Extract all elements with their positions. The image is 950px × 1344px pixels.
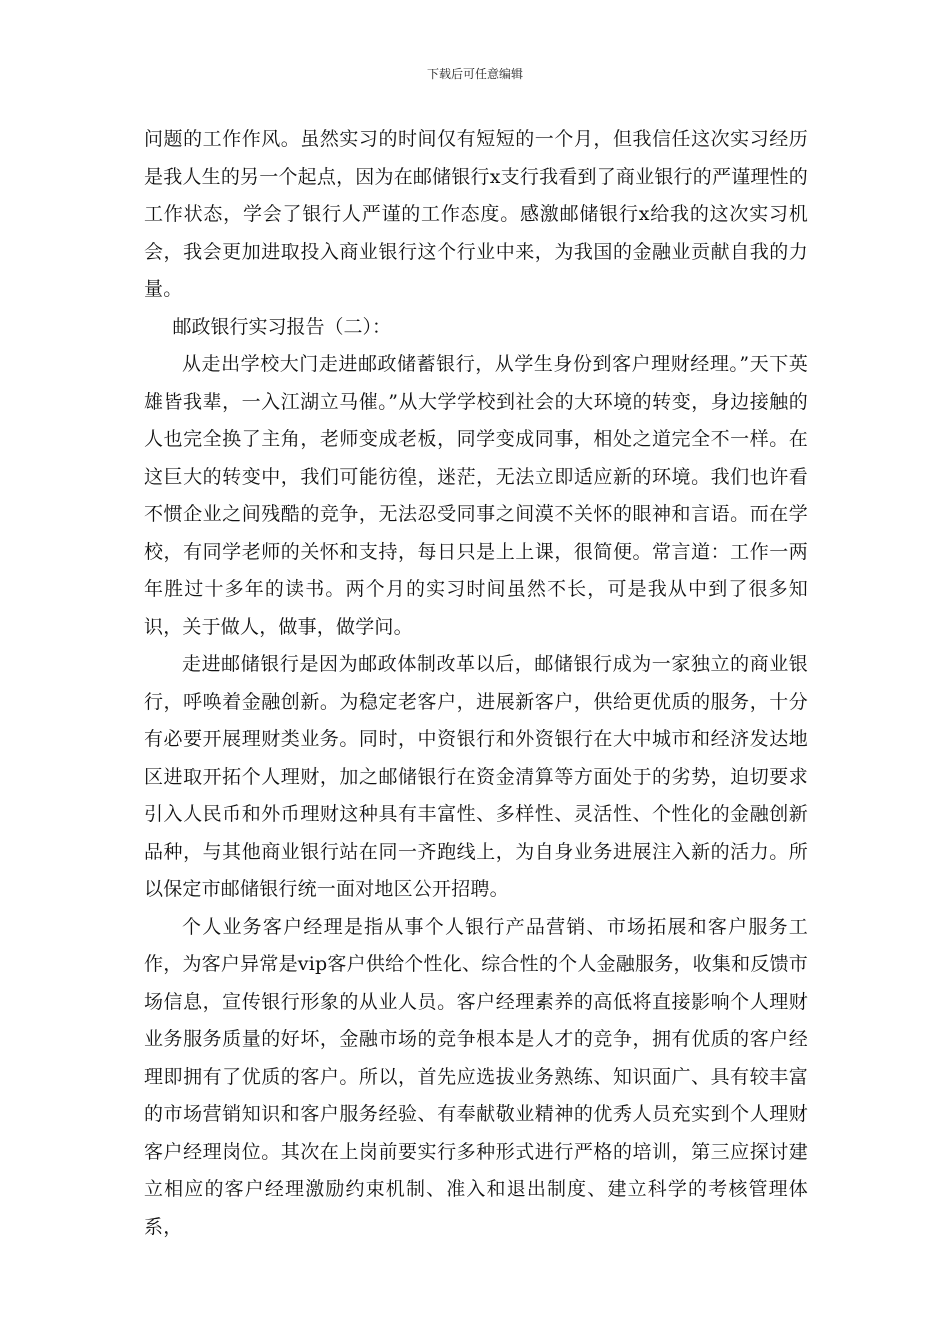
document-body — [144, 121, 808, 1246]
paragraph-3: 走进邮储银行是因为邮政体制改革以后，邮储银行成为一家独立的商业银行，呼唤着金融创新。为稳定老客户，进展新客户，供给更优质的服务，十分有必要开展理财类业务。同时，中资银行和外资银行在大中城市和经济发达地区进取开拓个人理财，加之邮储银行在资金清算等方面处于的劣势，迫切要求引入人民币和外币理财这种具有丰富性、多样性、灵活性、个性化的金融创新品种，与其他商业银行站在同一齐跑线上，为自身业务进展注入新的活力。所以保定市邮储银行统一面对地区公开招聘。 — [144, 653, 808, 900]
page-header: 下载后可任意编辑 — [426, 67, 523, 81]
section-heading: 邮政银行实习报告（二）： — [172, 315, 392, 338]
paragraph-1: 问题的工作作风。虽然实习的时间仅有短短的一个月，但我信任这次实习经历是我人生的另一个起点，因为在邮储银行x支行我看到了商业银行的严谨理性的工作状态，学会了银行人严谨的工作态度。感激邮储银行x给我的这次实习机会，我会更加进取投入商业银行这个行业中来，为我国的金融业贡献自我的力量。 — [144, 128, 808, 300]
paragraph-4: 个人业务客户经理是指从事个人银行产品营销、市场拓展和客户服务工作，为客户异常是vip客户供给个性化、综合性的个人金融服务，收集和反馈市场信息，宣传银行形象的从业人员。客户经理素养的高低将直接影响个人理财业务服务质量的好坏，金融市场的竞争根本是人才的竞争，拥有优质的客户经理即拥有了优质的客户。所以，首先应选拔业务熟练、知识面广、具有较丰富的市场营销知识和客户服务经验、有奉献敬业精神的优秀人员充实到个人理财客户经理岗位。其次在上岗前要实行多种形式进行严格的培训，第三应探讨建立相应的客户经理激励约束机制、准入和退出制度、建立科学的考核管理体系， — [144, 915, 808, 1238]
paragraph-2: 从走出学校大门走进邮政储蓄银行，从学生身份到客户理财经理。”天下英雄皆我辈，一入江湖立马催。”从大学学校到社会的大环境的转变，身边接触的人也完全换了主角，老师变成老板，同学变成同事，相处之道完全不一样。在这巨大的转变中，我们可能彷徨，迷茫，无法立即适应新的环境。我们也许看不惯企业之间残酷的竞争，无法忍受同事之间漠不关怀的眼神和言语。而在学校，有同学老师的关怀和支持，每日只是上上课，很简便。常言道：工作一两年胜过十多年的读书。两个月的实习时间虽然不长，可是我从中到了很多知识，关于做人，做事，做学问。 — [144, 353, 808, 638]
